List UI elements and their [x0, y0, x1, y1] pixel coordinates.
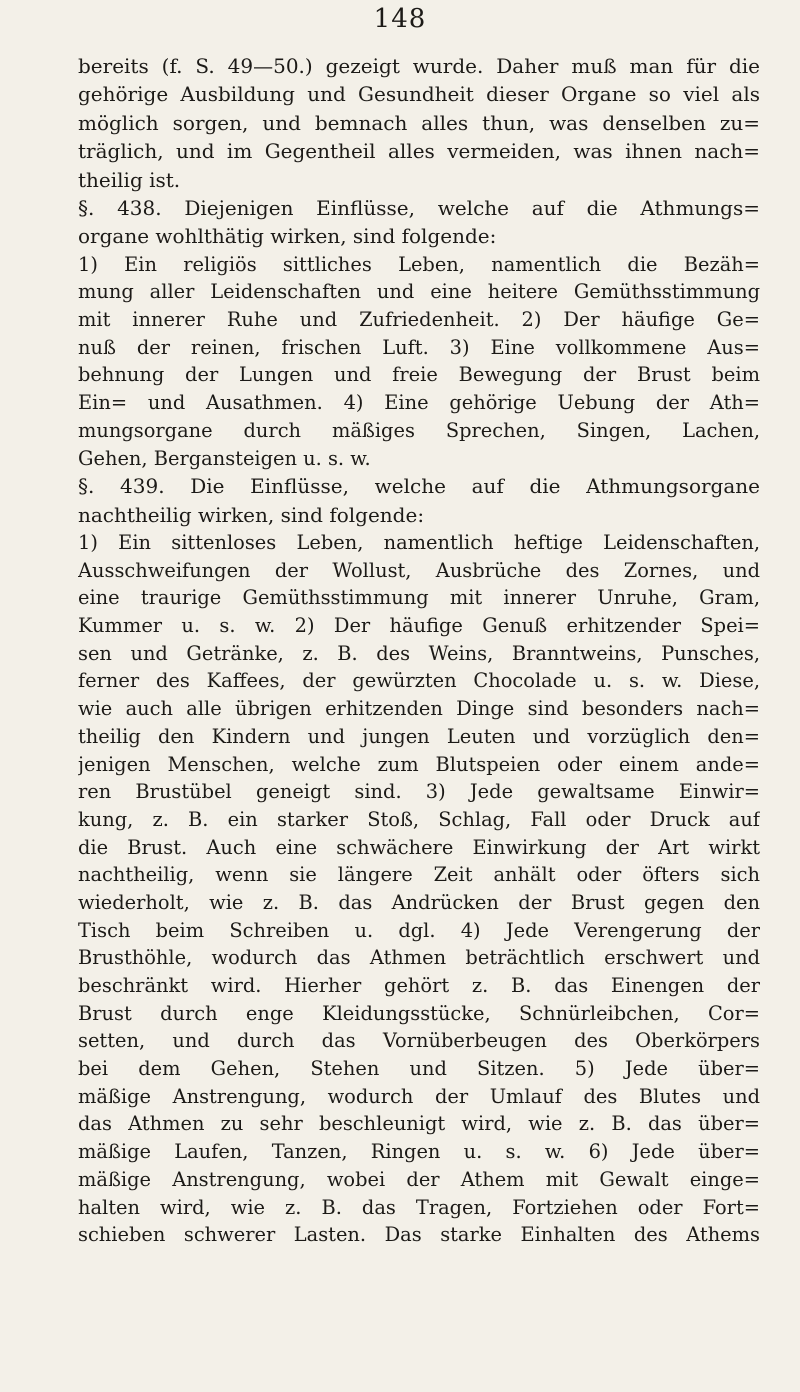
text-line: nachtheilig wirken, sind folgende: [78, 502, 425, 527]
text-line: Ein= und Ausathmen. 4) Eine gehörige Uebung der Ath= [78, 391, 760, 415]
text-line: nuß der reinen, frischen Luft. 3) Eine vollkommene Aus= [78, 335, 760, 359]
text-line: bereits (f. S. 49—50.) gezeigt wurde. Daher muß man für die [78, 54, 760, 78]
body-text [78, 52, 760, 1249]
text-line: träglich, und im Gegentheil alles vermeiden, was ihnen nach= [78, 139, 760, 164]
text-line: theilig den Kindern und jungen Leuten und vorzüglich den= [78, 724, 760, 748]
text-line: die Brust. Auch eine schwächere Einwirkung der Art wirkt [78, 835, 760, 859]
text-line: jenigen Menschen, welche zum Blutspeien oder einem ande= [78, 752, 760, 776]
page-number: 148 [373, 4, 427, 34]
text-line: beschränkt wird. Hierher gehört z. B. das Einengen der [78, 974, 760, 998]
text-line: Ausschweifungen der Wollust, Ausbrüche des Zornes, und [78, 558, 760, 582]
text-line: mung aller Leidenschaften und eine heitere Gemüthsstimmung [78, 280, 760, 304]
text-line: gehörige Ausbildung und Gesundheit dieser Organe so viel als [78, 82, 760, 107]
text-line: mit innerer Ruhe und Zufriedenheit. 2) Der häufige Ge= [78, 308, 760, 332]
text-line: organe wohlthätig wirken, sind folgende: [78, 224, 497, 249]
text-line: Tisch beim Schreiben u. dgl. 4) Jede Verengerung der [78, 918, 760, 942]
text-line: bei dem Gehen, Stehen und Sitzen. 5) Jede über= [78, 1057, 760, 1081]
text-line: ferner des Kaffees, der gewürzten Chocolade u. s. w. Diese, [78, 669, 760, 693]
text-line: §. 438. Diejenigen Einflüsse, welche auf die Athmungs= [78, 195, 760, 220]
text-line: theilig ist. [78, 167, 181, 192]
text-line: möglich sorgen, und bemnach alles thun, was denselben zu= [78, 110, 760, 135]
text-line: ren Brustübel geneigt sind. 3) Jede gewaltsame Einwir= [78, 780, 760, 804]
text-line: halten wird, wie z. B. das Tragen, Fortziehen oder Fort= [78, 1195, 760, 1219]
text-line: wie auch alle übrigen erhitzenden Dinge sind besonders nach= [78, 697, 760, 721]
text-line: schieben schwerer Lasten. Das starke Einhalten des Athems [78, 1223, 760, 1247]
text-line: setten, und durch das Vornüberbeugen des Oberkörpers [78, 1029, 760, 1053]
text-line: 1) Ein sittenloses Leben, namentlich heftige Leidenschaften, [78, 531, 760, 555]
text-line: mäßige Anstrengung, wodurch der Umlauf des Blutes und [78, 1084, 760, 1108]
text-line: kung, z. B. ein starker Stoß, Schlag, Fall oder Druck auf [78, 807, 760, 831]
text-line: nachtheilig, wenn sie längere Zeit anhält oder öfters sich [78, 863, 760, 887]
text-line: Brusthöhle, wodurch das Athmen beträchtlich erschwert und [78, 946, 760, 970]
text-line: mäßige Laufen, Tanzen, Ringen u. s. w. 6) Jede über= [78, 1140, 760, 1164]
text-line: Gehen, Bergansteigen u. s. w. [78, 446, 371, 470]
text-line: mungsorgane durch mäßiges Sprechen, Singen, Lachen, [78, 418, 760, 442]
text-line: mäßige Anstrengung, wobei der Athem mit Gewalt einge= [78, 1167, 760, 1191]
text-line: das Athmen zu sehr beschleunigt wird, wie z. B. das über= [78, 1112, 760, 1136]
text-line: behnung der Lungen und freie Bewegung der Brust beim [78, 363, 760, 387]
text-line: Kummer u. s. w. 2) Der häufige Genuß erhitzender Spei= [78, 614, 760, 638]
text-line: 1) Ein religiös sittliches Leben, namentlich die Bezäh= [78, 252, 760, 276]
text-line: eine traurige Gemüthsstimmung mit innerer Unruhe, Gram, [78, 586, 760, 610]
text-line: Brust durch enge Kleidungsstücke, Schnürleibchen, Cor= [78, 1001, 760, 1025]
text-line: wiederholt, wie z. B. das Andrücken der Brust gegen den [78, 890, 760, 914]
text-line: sen und Getränke, z. B. des Weins, Branntweins, Punsches, [78, 641, 760, 665]
text-line: §. 439. Die Einflüsse, welche auf die Athmungsorgane [78, 474, 760, 499]
